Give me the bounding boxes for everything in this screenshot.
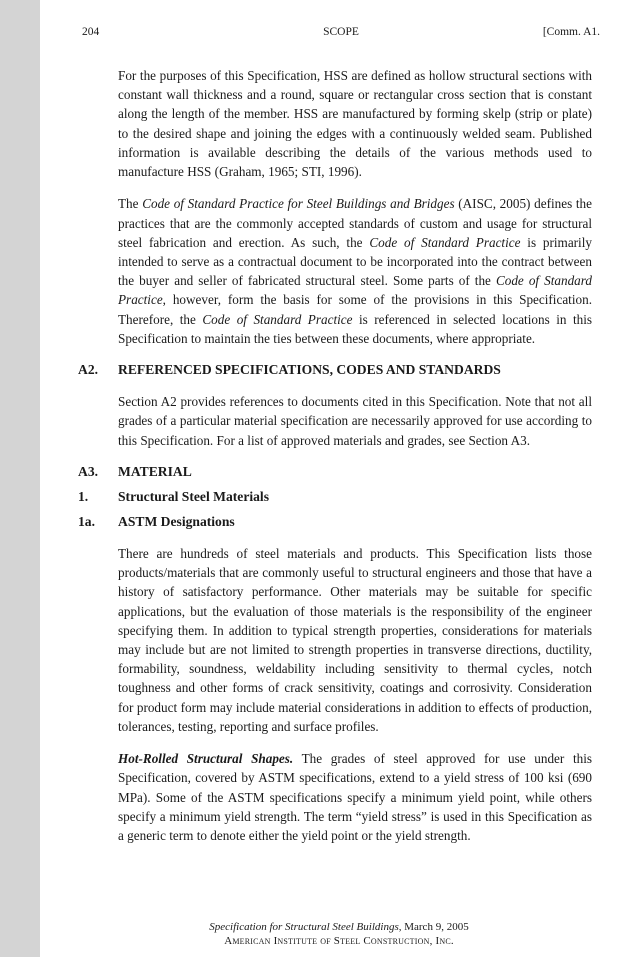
page-footer — [40, 920, 638, 948]
header-commentary: [Comm. A1. — [542, 26, 600, 38]
running-header — [82, 26, 600, 40]
intro-paragraph-hss: For the purposes of this Specification, HSS are defined as hollow structural sections with constant wall thickness and a round, square or rectangular cross section that is constant along the length of the member. HSS are manufactured by forming skelp (strip or plate) to the desired shape and joining the edges with a continuously welded seam. Published information is available describing the details of the various methods used to manufacture HSS (Graham, 1965; STI, 1996). — [118, 68, 592, 180]
section-heading-a3: A3. MATERIAL — [78, 463, 192, 479]
footer-publisher: American Institute of Steel Construction, Inc. — [224, 935, 454, 947]
intro-paragraph-code: The Code of Standard Practice for Steel Buildings and Bridges (AISC, 2005) defines the practices that are the commonly accepted standards of custom and usage for structural steel fabrication and erection. As such, the Code of Standard Practice is primarily intended to serve as a contractual document to be incorporated into the contract between the buyer and seller of fabricated structural steel. Some parts of the Code of Standard Practice, however, form the basis for some of the provisions in this Specification. Therefore, the Code of Standard Practice is referenced in selected locations in this Specification to maintain the ties between these documents, where appropriate. — [118, 196, 592, 346]
page-number: 204 — [82, 26, 100, 38]
section-heading-a2: A2. REFERENCED SPECIFICATIONS, CODES AND STANDARDS — [78, 362, 501, 378]
subsection-heading-1a: 1a. ASTM Designations — [78, 513, 235, 529]
hot-rolled-shapes-paragraph: Hot-Rolled Structural Shapes. The grades of steel approved for use under this Specification, covered by ASTM specifications, extend to a yield stress of 100 ksi (690 MPa). Some of the ASTM specifications specify a minimum yield point, while others specify a minimum yield strength. The term “yield stress” is used in this Specification as a generic term to denote either the yield point or the yield strength. — [118, 751, 592, 844]
page-content — [78, 66, 592, 853]
header-section: SCOPE — [323, 26, 359, 38]
section-a2-paragraph: Section A2 provides references to documents cited in this Specification. Note that not all grades of a particular material specification are necessarily approved for use according to this Specification. For a list of approved materials and grades, see Section A3. — [118, 394, 592, 448]
subsection-heading-1: 1. Structural Steel Materials — [78, 488, 269, 504]
page — [40, 0, 638, 957]
footer-spec-line: Specification for Structural Steel Buildings, March 9, 2005 — [209, 921, 469, 933]
astm-designations-paragraph: There are hundreds of steel materials and products. This Specification lists those products/materials that are commonly useful to structural engineers and those that have a history of satisfactory performance. Other materials may be suitable for specific applications, but the evaluation of those materials is the responsibility of the engineer specifying them. In addition to typical strength properties, considerations for materials may include but are not limited to strength properties in transverse directions, ductility, formability, soundness, weldability including sensitivity to thermal cycles, notch toughness and other forms of crack sensitivity, coatings and corrosivity. Consideration for product form may include material considerations in addition to effects of production, tolerances, testing, reporting and surface profiles. — [118, 546, 592, 734]
